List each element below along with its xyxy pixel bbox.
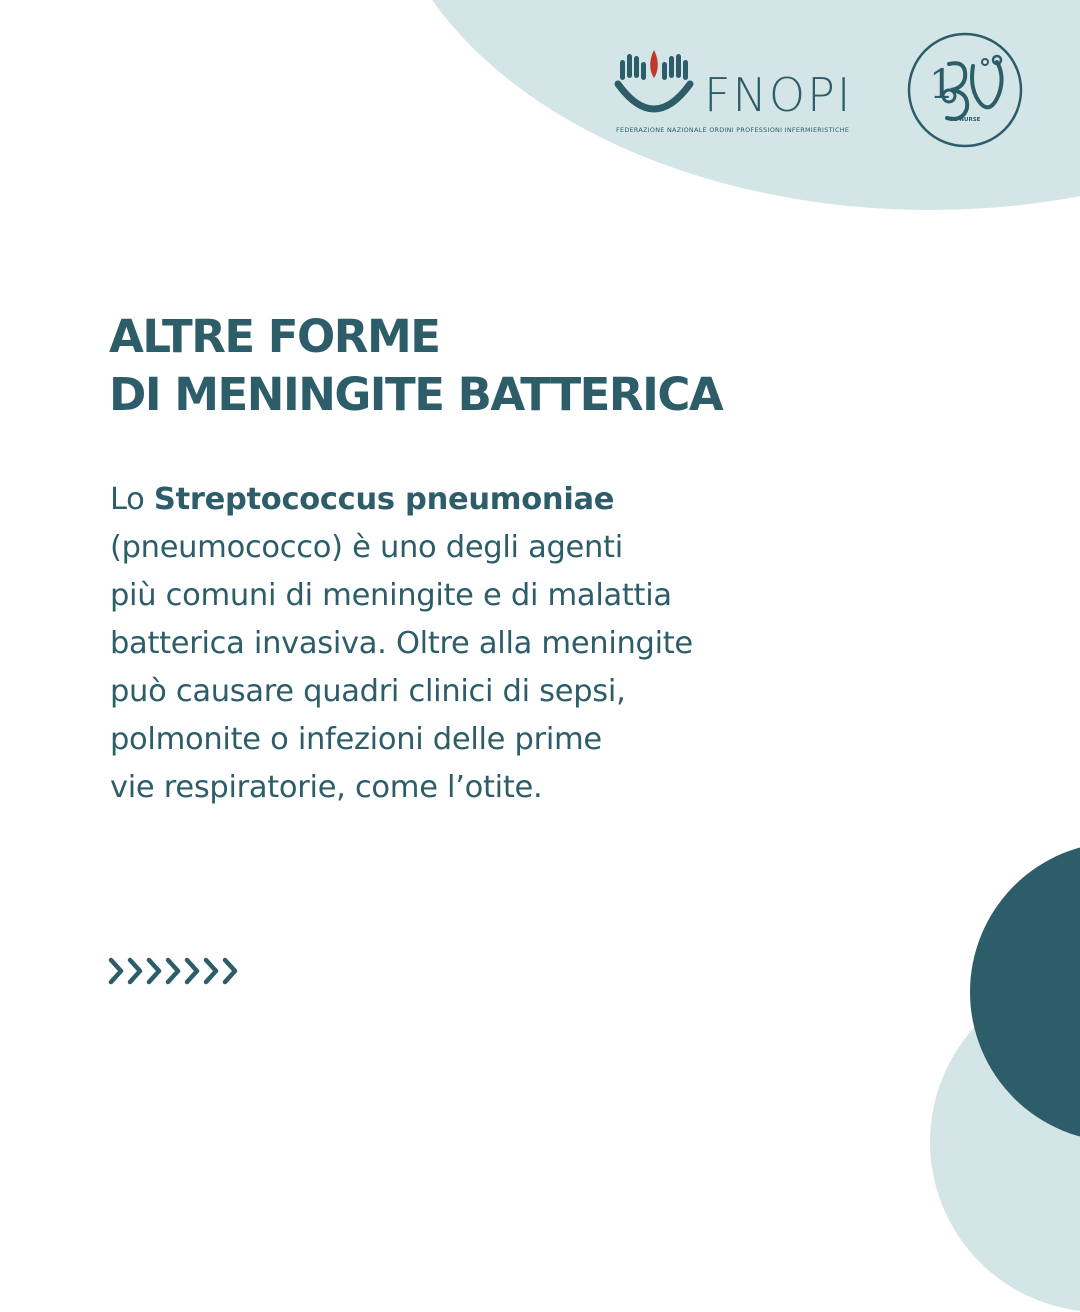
page-title bbox=[109, 308, 722, 424]
body-line-4: batterica invasiva. Oltre alla meningite bbox=[110, 626, 693, 661]
be-nurse-logo bbox=[905, 30, 1025, 150]
be-nurse-label: BE NURSE bbox=[949, 117, 981, 123]
title-line-2: DI MENINGITE BATTERICA bbox=[109, 368, 723, 421]
svg-text:1: 1 bbox=[929, 62, 955, 108]
title-line-1: ALTRE FORME bbox=[109, 310, 440, 363]
chevrons-right-icon bbox=[108, 954, 248, 988]
body-line-2: (pneumococco) è uno degli agenti bbox=[110, 530, 623, 565]
body-line-6: polmonite o infezioni delle prime bbox=[110, 722, 602, 757]
hands-emblem-icon bbox=[612, 46, 698, 122]
body-line-1-prefix: Lo bbox=[110, 482, 154, 517]
body-line-5: può causare quadri clinici di sepsi, bbox=[110, 674, 626, 709]
body-line-7: vie respiratorie, come l’otite. bbox=[110, 770, 543, 805]
body-line-3: più comuni di meningite e di malattia bbox=[110, 578, 672, 613]
fnopi-logo bbox=[612, 46, 882, 146]
bacterium-name: Streptococcus pneumoniae bbox=[153, 482, 615, 517]
body-line-1 bbox=[110, 476, 693, 524]
stethoscope-emblem-icon bbox=[905, 30, 1025, 150]
next-slide-arrows[interactable] bbox=[108, 954, 248, 988]
fnopi-subtitle: FEDERAZIONE NAZIONALE ORDINI PROFESSIONI INFERMIERISTICHE bbox=[616, 126, 850, 134]
body-paragraph bbox=[110, 476, 693, 812]
fnopi-wordmark: FNOPI bbox=[704, 68, 853, 122]
